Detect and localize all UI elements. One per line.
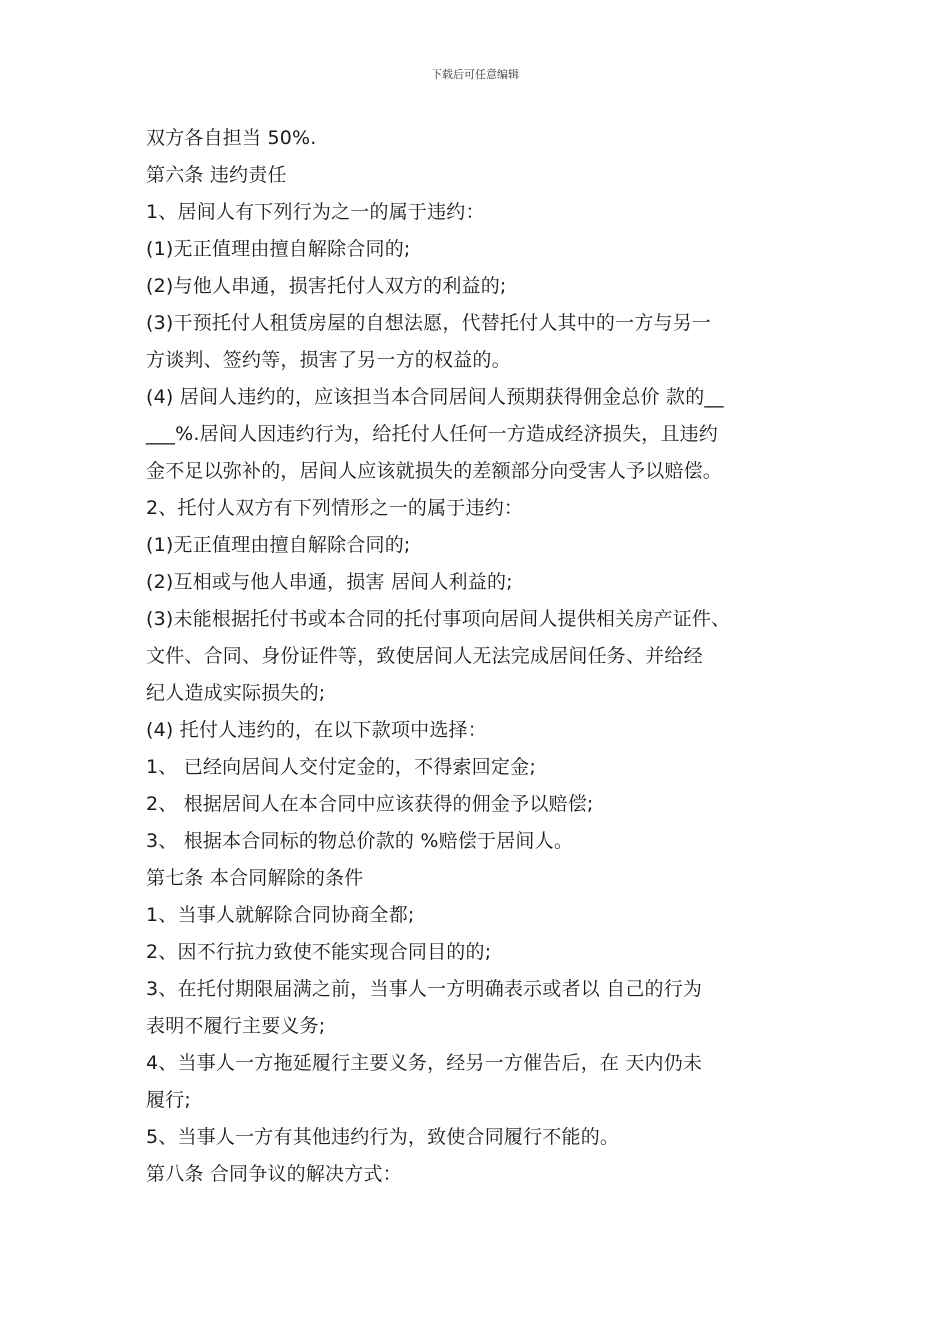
text-line: (4) 托付人违约的，在以下款项中选择： [146,719,487,741]
text-line: 方谈判、签约等，损害了另一方的权益的。 [146,349,511,371]
text-line: 文件、合同、身份证件等，致使居间人无法完成居间任务、并给经 [146,645,703,667]
text-line: 金不足以弥补的，居间人应该就损失的差额部分向受害人予以赔偿。 [146,460,723,482]
text-line: (1)无正值理由擅自解除合同的; [146,238,411,260]
text-line: 表明不履行主要义务; [146,1015,326,1037]
text-line: 1、 已经向居间人交付定金的，不得索回定金; [146,756,536,778]
text-line: 3、 根据本合同标的物总价款的 %赔偿于居间人。 [146,830,574,852]
text-line: 2、托付人双方有下列情形之一的属于违约： [146,497,524,519]
text-line: 履行; [146,1089,192,1111]
text-line: 2、 根据居间人在本合同中应该获得的佣金予以赔偿; [146,793,594,815]
section-heading: 第八条 合同争议的解决方式： [146,1163,402,1185]
text-line: 3、在托付期限届满之前，当事人一方明确表示或者以 自己的行为 [146,978,703,1000]
text-line: 双方各自担当 50%. [146,127,317,149]
text-line: 2、因不行抗力致使不能实现合同目的的; [146,941,492,963]
text-line: 5、当事人一方有其他违约行为，致使合同履行不能的。 [146,1126,620,1148]
text-line: (3)干预托付人租赁房屋的自想法愿，代替托付人其中的一方与另一 [146,312,712,334]
page-header: 下载后可任意编辑 [431,68,519,81]
document-body [146,120,826,1193]
text-line: 1、居间人有下列行为之一的属于违约： [146,201,485,223]
section-heading: 第七条 本合同解除的条件 [146,867,364,889]
text-line: 1、当事人就解除合同协商全都; [146,904,415,926]
text-line: 4、当事人一方拖延履行主要义务，经另一方催告后，在 天内仍未 [146,1052,703,1074]
text-line: 纪人造成实际损失的; [146,682,326,704]
text-line: (2)互相或与他人串通，损害 居间人利益的; [146,571,513,593]
text-line: (3)未能根据托付书或本合同的托付事项向居间人提供相关房产证件、 [146,608,731,630]
text-line: (4) 居间人违约的，应该担当本合同居间人预期获得佣金总价 款的__ [146,386,724,408]
text-line: (1)无正值理由擅自解除合同的; [146,534,411,556]
text-line: ___%.居间人因违约行为，给托付人任何一方造成经济损失，且违约 [146,423,718,445]
text-line: (2)与他人串通，损害托付人双方的利益的; [146,275,507,297]
section-heading: 第六条 违约责任 [146,164,287,186]
